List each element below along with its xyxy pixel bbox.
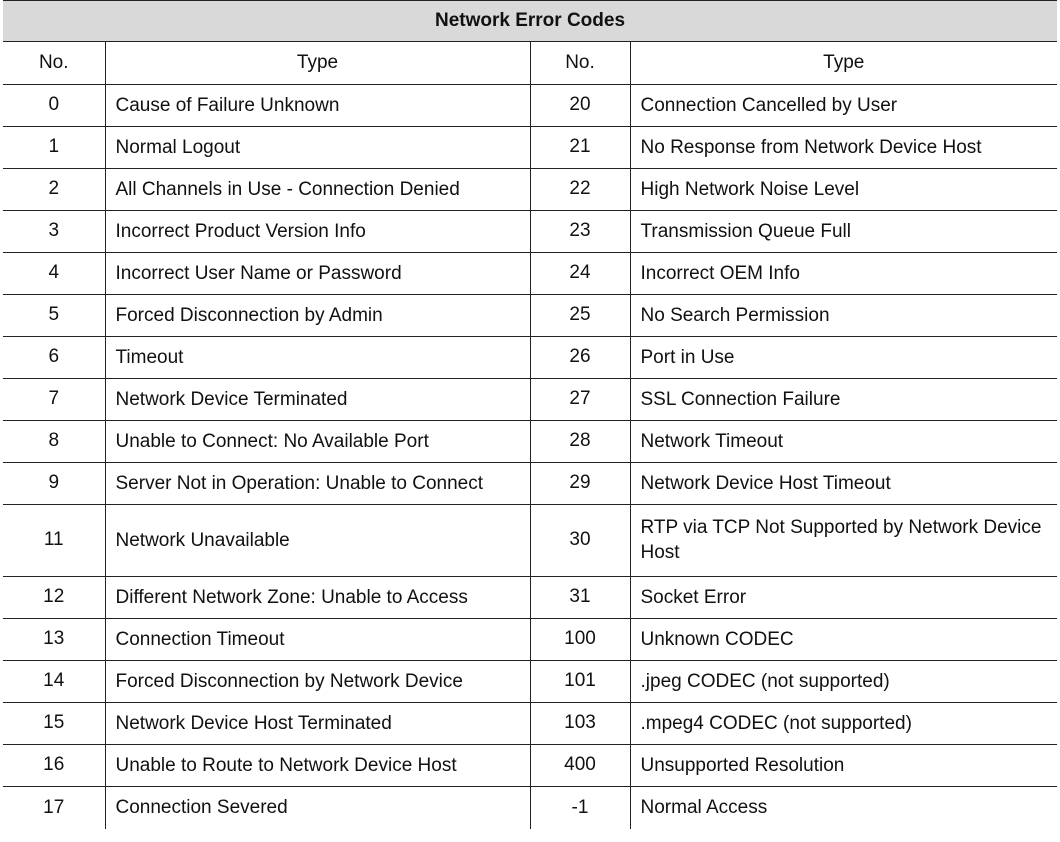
table-row: [3, 420, 1057, 462]
error-code-left: 15: [3, 702, 105, 744]
table-row: [3, 84, 1057, 126]
table-row: [3, 378, 1057, 420]
error-code-right: 28: [530, 420, 630, 462]
error-type-right: Normal Access: [640, 797, 768, 819]
error-code-left: 3: [3, 210, 105, 252]
error-code-left: 13: [3, 618, 105, 660]
error-code-right: 26: [530, 336, 630, 378]
error-type-right: No Search Permission: [630, 294, 1057, 336]
error-code-left: 17: [3, 786, 105, 829]
error-code-left: 16: [3, 744, 105, 786]
error-type-right: Network Timeout: [630, 420, 1057, 462]
error-code-left: 2: [3, 168, 105, 210]
error-code-right: 25: [530, 294, 630, 336]
error-type-left: Unable to Route to Network Device Host: [105, 744, 530, 786]
error-type-left: Forced Disconnection by Admin: [105, 294, 530, 336]
error-type-right: Unsupported Resolution: [630, 744, 1057, 786]
error-code-right: 103: [530, 702, 630, 744]
error-code-right: 100: [530, 618, 630, 660]
error-type-left: Forced Disconnection by Network Device: [105, 660, 530, 702]
error-type-left: Normal Logout: [105, 126, 530, 168]
error-code-left: 1: [3, 126, 105, 168]
table-row: [3, 504, 1057, 576]
error-type-right: .jpeg CODEC (not supported): [630, 660, 1057, 702]
header-row: [3, 42, 1057, 84]
error-type-left: Cause of Failure Unknown: [105, 84, 530, 126]
error-type-right: Port in Use: [630, 336, 1057, 378]
table-row: [3, 336, 1057, 378]
error-code-left: 5: [3, 294, 105, 336]
table-row: [3, 294, 1057, 336]
table-row: [3, 126, 1057, 168]
table-row: [3, 576, 1057, 618]
error-type-right: Connection Cancelled by User: [630, 84, 1057, 126]
error-type-left: Incorrect Product Version Info: [105, 210, 530, 252]
error-type-right: High Network Noise Level: [630, 168, 1057, 210]
table-title: Network Error Codes: [3, 0, 1057, 42]
error-code-right: 20: [530, 84, 630, 126]
error-code-right: 29: [530, 462, 630, 504]
error-type-right: SSL Connection Failure: [630, 378, 1057, 420]
error-codes-table: [3, 42, 1057, 829]
error-code-left: 6: [3, 336, 105, 378]
error-code-left: 4: [3, 252, 105, 294]
error-code-left: 11: [3, 504, 105, 576]
error-codes-table-container: [3, 0, 1057, 829]
table-row: [3, 702, 1057, 744]
error-code-right: 31: [530, 576, 630, 618]
error-code-left: 14: [3, 660, 105, 702]
error-type-right: Socket Error: [630, 576, 1057, 618]
header-type-left: Type: [105, 42, 530, 84]
error-type-right: No Response from Network Device Host: [630, 126, 1057, 168]
error-type-left: Network Unavailable: [105, 504, 530, 576]
error-type-left: Network Device Host Terminated: [105, 702, 530, 744]
error-type-right: Network Device Host Timeout: [630, 462, 1057, 504]
table-row: [3, 660, 1057, 702]
error-code-right: 21: [530, 126, 630, 168]
header-no-right: No.: [530, 42, 630, 84]
table-row: [3, 210, 1057, 252]
error-type-left: Network Device Terminated: [105, 378, 530, 420]
error-type-left: Connection Timeout: [105, 618, 530, 660]
table-row: [3, 618, 1057, 660]
table-row: [3, 786, 1057, 829]
error-code-left: 7: [3, 378, 105, 420]
error-type-right: Unknown CODEC: [630, 618, 1057, 660]
error-code-left: 8: [3, 420, 105, 462]
header-no-left: No.: [3, 42, 105, 84]
table-row: [3, 168, 1057, 210]
error-type-left: Connection Severed: [105, 786, 530, 829]
error-type-right: Incorrect OEM Info: [630, 252, 1057, 294]
error-type-left: All Channels in Use - Connection Denied: [105, 168, 530, 210]
error-code-right: 22: [530, 168, 630, 210]
error-code-right: 30: [530, 504, 630, 576]
error-code-right: 400: [530, 744, 630, 786]
error-type-right: .mpeg4 CODEC (not supported): [630, 702, 1057, 744]
error-code-right: 24: [530, 252, 630, 294]
error-code-right: 23: [530, 210, 630, 252]
error-type-right: Transmission Queue Full: [630, 210, 1057, 252]
error-code-right: 101: [530, 660, 630, 702]
error-type-left: Timeout: [105, 336, 530, 378]
error-code-right: -1: [530, 786, 630, 829]
error-type-left: Server Not in Operation: Unable to Connect: [105, 462, 530, 504]
error-type-right: RTP via TCP Not Supported by Network Device Host: [630, 504, 1057, 576]
error-code-right: 27: [530, 378, 630, 420]
error-type-left: Incorrect User Name or Password: [105, 252, 530, 294]
error-code-left: 9: [3, 462, 105, 504]
error-code-left: 12: [3, 576, 105, 618]
table-row: [3, 744, 1057, 786]
error-code-left: 0: [3, 84, 105, 126]
table-body: [3, 84, 1057, 829]
table-row: [3, 252, 1057, 294]
error-type-left: Different Network Zone: Unable to Access: [105, 576, 530, 618]
error-type-left: Unable to Connect: No Available Port: [105, 420, 530, 462]
table-row: [3, 462, 1057, 504]
header-type-right: Type: [630, 42, 1057, 84]
